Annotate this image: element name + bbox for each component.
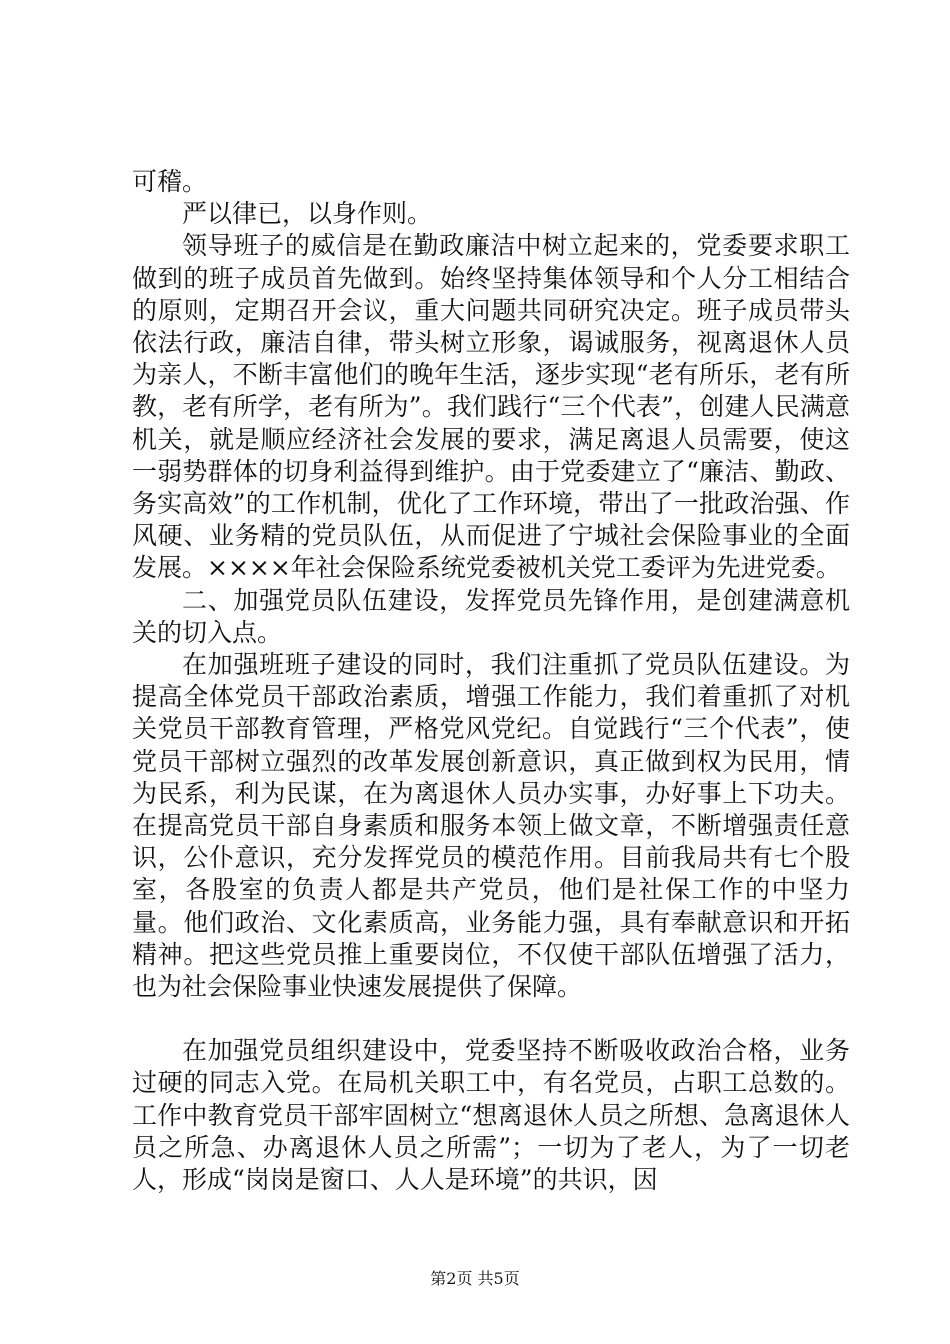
document-body: [132, 166, 850, 1196]
page-number-footer: 第2页 共5页: [430, 1269, 520, 1288]
paragraph-heading-self-discipline: 严以律已，以身作则。: [182, 199, 433, 229]
paragraph-organization-building: 在加强党员组织建设中，党委坚持不断吸收政治合格，业务过硬的同志入党。在局机关职工中，有名党员，占职工总数的。工作中教育党员干部牢固树立“想离退休人员之所想、急离退休人员之所急、办离退休人员之所需”；一切为了老人，为了一切老人，形成“岗岗是窗口、人人是环境”的共识，因: [132, 1036, 850, 1195]
paragraph-leadership-prestige: 领导班子的威信是在勤政廉洁中树立起来的，党委要求职工做到的班子成员首先做到。始终坚持集体领导和个人分工相结合的原则，定期召开会议，重大问题共同研究决定。班子成员带头依法行政，廉洁自律，带头树立形象，谒诚服务，视离退休人员为亲人，不断丰富他们的晚年生活，逐步实现“老有所乐，老有所教，老有所学，老有所为”。我们践行“三个代表”，创建人民满意机关，就是顺应经济社会发展的要求，满足离退人员需要，使这一弱势群体的切身利益得到维护。由于党委建立了“廉洁、勤政、务实高效”的工作机制，优化了工作环境，带出了一批政治强、作风硬、业务精的党员队伍，从而促进了宁城社会保险事业的全面发展。××××年社会保险系统党委被机关党工委评为先进党委。: [132, 231, 850, 583]
paragraph-section-two-heading: 二、加强党员队伍建设，发挥党员先锋作用，是创建满意机关的切入点。: [132, 585, 850, 647]
paragraph-team-building: 在加强班班子建设的同时，我们注重抓了党员队伍建设。为提高全体党员干部政治素质，增强工作能力，我们着重抓了对机关党员干部教育管理，严格党风党纪。自觉践行“三个代表”，使党员干部树立强烈的改革发展创新意识，真正做到权为民用，情为民系，利为民谋，在为离退休人员办实事，办好事上下功夫。在提高党员干部自身素质和服务本领上做文章，不断增强责任意识，公仆意识，充分发挥党员的模范作用。目前我局共有七个股室，各股室的负责人都是共产党员，他们是社保工作的中坚力量。他们政治、文化素质高，业务能力强，具有奉献意识和开拓精神。把这些党员推上重要岗位，不仅使干部队伍增强了活力，也为社会保险事业快速发展提供了保障。: [132, 650, 850, 1002]
paragraph-continuation: 可稽。: [132, 167, 208, 196]
